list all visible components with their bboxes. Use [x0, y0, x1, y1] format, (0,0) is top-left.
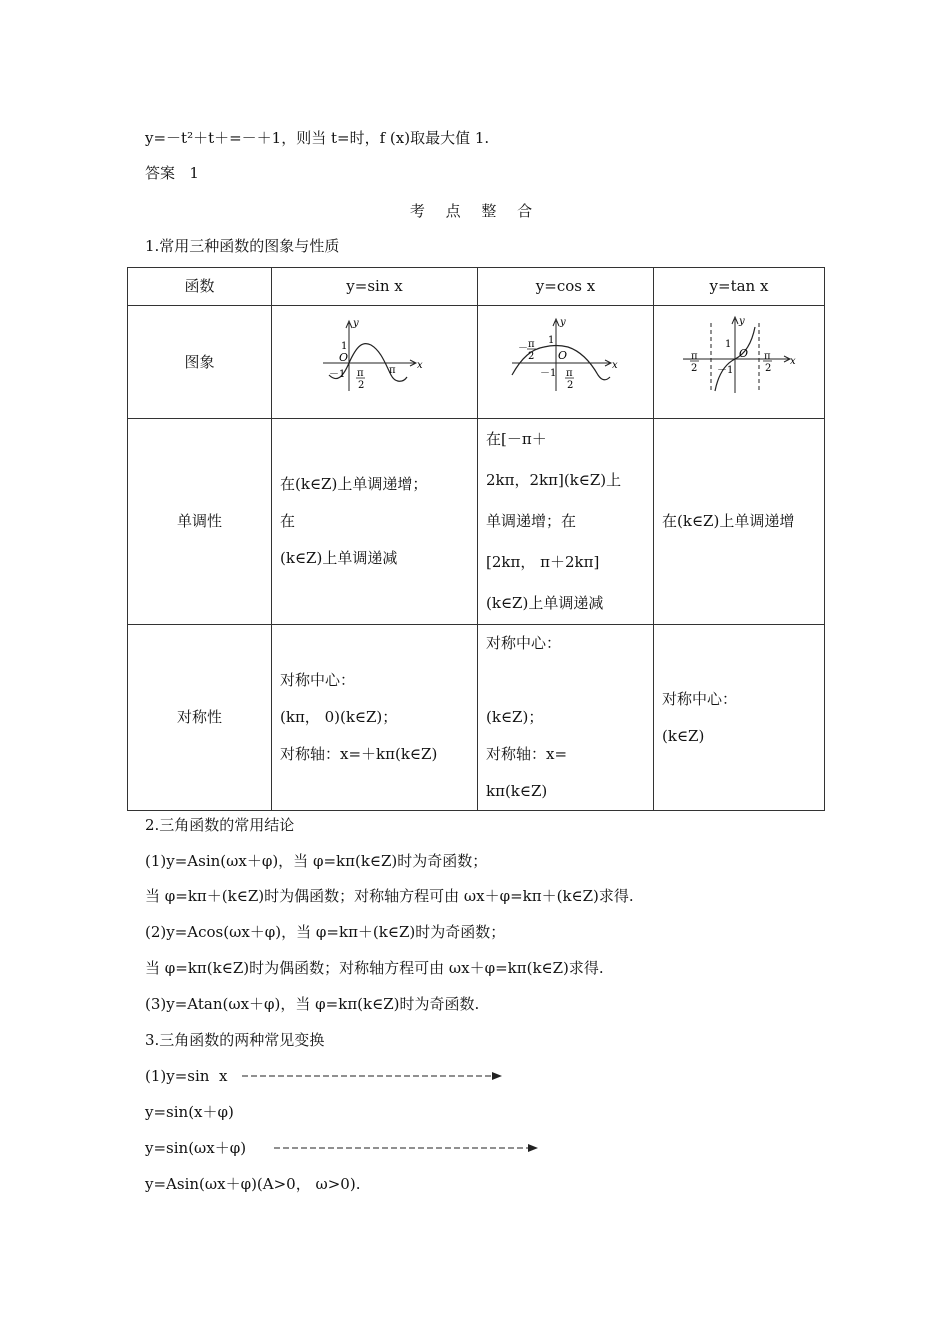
mono-sin-line: (k∈Z)上单调递减 [280, 549, 398, 567]
cos-one: 1 [547, 335, 554, 346]
tan-neg-sign: － [682, 355, 692, 366]
answer-line [145, 163, 199, 183]
cos-origin: O [557, 349, 567, 362]
transform-arrow-2 [272, 1140, 542, 1156]
part2-line-4: 当 φ=kπ(k∈Z)时为偶函数；对称轴方程可由 ωx＋φ=kπ(k∈Z)求得. [145, 959, 604, 977]
cos-pi-num: π [565, 368, 573, 379]
sin-pi: π [388, 365, 396, 376]
sym-sin-line: 对称中心： [280, 671, 356, 689]
tan-neg-two: 2 [691, 363, 698, 374]
trig-properties-table [127, 267, 825, 811]
sin-one: 1 [340, 341, 347, 352]
mono-cos-line: [2kπ， π＋2kπ] [486, 553, 600, 571]
cos-neg-one: －1 [539, 368, 556, 379]
sym-cos-line: (k∈Z)； [486, 708, 544, 726]
sym-sin [272, 625, 478, 811]
header-func: 函数 [128, 268, 272, 306]
header-sin: y=sin x [272, 268, 478, 306]
part2-line-1: (1)y=Asin(ωx＋φ)，当 φ=kπ(k∈Z)时为奇函数； [145, 852, 488, 870]
cos-neg-two: 2 [527, 351, 534, 362]
intro-line: y=－t²＋t＋=－＋1，则当 t=时，f (x)取最大值 1. [145, 129, 490, 147]
mono-cos-line: 单调递增；在 [486, 512, 577, 530]
tan-two: 2 [765, 363, 772, 374]
tan-origin: O [739, 347, 749, 360]
cos-graph-cell [478, 306, 654, 419]
cos-neg-sign: － [517, 343, 528, 354]
part3-line-1 [145, 1066, 227, 1086]
sin-two: 2 [357, 380, 364, 391]
sym-sin-line: (kπ， 0)(k∈Z)； [280, 708, 398, 726]
sym-cos-line: 对称中心： [486, 634, 562, 652]
sin-pi-num: π [356, 368, 364, 379]
sin-graph-cell [272, 306, 478, 419]
cos-two: 2 [566, 380, 573, 391]
part2-line-3: (2)y=Acos(ωx＋φ)，当 φ=kπ＋(k∈Z)时为奇函数； [145, 923, 506, 941]
row-label-sym: 对称性 [128, 625, 272, 811]
sym-cos [478, 625, 654, 811]
table-row-symmetry [128, 625, 825, 811]
header-cos: y=cos x [478, 268, 654, 306]
sin-y-label: y [352, 318, 359, 329]
table-row-graph [128, 306, 825, 419]
tan-pi-num: π [764, 351, 771, 362]
mono-cos-line: 2kπ，2kπ](k∈Z)上 [486, 471, 622, 489]
table-row-monotonicity [128, 419, 825, 625]
section-title: 考 点 整 合 [409, 202, 541, 220]
part3-line-3 [145, 1138, 246, 1158]
sym-tan-line: 对称中心： [662, 689, 738, 708]
row-label-graph: 图象 [128, 306, 272, 419]
tan-x-label: x [790, 356, 796, 367]
tan-one: 1 [725, 339, 732, 350]
part2-heading: 2.三角函数的常用结论 [145, 816, 295, 834]
sym-tan-line: (k∈Z) [662, 726, 705, 745]
part2-line-2: 当 φ=kπ＋(k∈Z)时为偶函数；对称轴方程可由 ωx＋φ=kπ＋(k∈Z)求得. [145, 887, 634, 905]
tan-neg-one: －1 [717, 365, 734, 376]
tan-graph-cell [654, 306, 825, 419]
part3-line-4: y=Asin(ωx＋φ)(A>0， ω>0). [145, 1175, 361, 1193]
cos-y-label: y [559, 317, 566, 328]
mono-tan-line: 在(k∈Z)上单调递增 [662, 512, 795, 530]
tan-graph [679, 315, 799, 395]
mono-sin [272, 419, 478, 625]
part1-heading: 1.常用三种函数的图象与性质 [145, 237, 340, 255]
sin-graph [315, 315, 435, 395]
cos-graph [506, 315, 626, 395]
part3-heading: 3.三角函数的两种常见变换 [145, 1031, 325, 1049]
mono-tan [654, 419, 825, 625]
sym-sin-line: 对称轴：x=＋kπ(k∈Z) [280, 745, 438, 763]
sym-tan [654, 625, 825, 811]
sin-origin: O [338, 351, 348, 364]
table-header-row [128, 268, 825, 306]
sin-neg-one: －1 [328, 369, 345, 380]
mono-cos-line: 在[－π＋ [486, 430, 547, 448]
sym-cos-line: 对称轴：x= [486, 745, 568, 763]
header-tan: y=tan x [654, 268, 825, 306]
tan-y-label: y [739, 316, 745, 327]
mono-cos [478, 419, 654, 625]
sym-cos-line [486, 662, 645, 699]
tan-neg-pi: π [691, 351, 698, 362]
cos-neg-pi: π [527, 339, 535, 350]
mono-sin-line: 在 [280, 512, 296, 530]
part3-line-2: y=sin(x＋φ) [145, 1103, 234, 1121]
part3-line-1-text: (1)y=sin x [145, 1067, 228, 1085]
mono-cos-line: (k∈Z)上单调递减 [486, 594, 604, 612]
answer-label: 答案 [145, 164, 176, 182]
sin-x-label: x [416, 360, 423, 371]
answer-value: 1 [189, 164, 199, 182]
part3-line-3-text: y=sin(ωx＋φ) [145, 1139, 247, 1157]
row-label-mono: 单调性 [128, 419, 272, 625]
sym-cos-line: kπ(k∈Z) [486, 782, 548, 800]
mono-sin-line: 在(k∈Z)上单调递增； [280, 475, 428, 493]
cos-x-label: x [611, 360, 618, 371]
part2-line-5: (3)y=Atan(ωx＋φ)，当 φ=kπ(k∈Z)时为奇函数. [145, 995, 480, 1013]
transform-arrow-1 [240, 1068, 506, 1084]
